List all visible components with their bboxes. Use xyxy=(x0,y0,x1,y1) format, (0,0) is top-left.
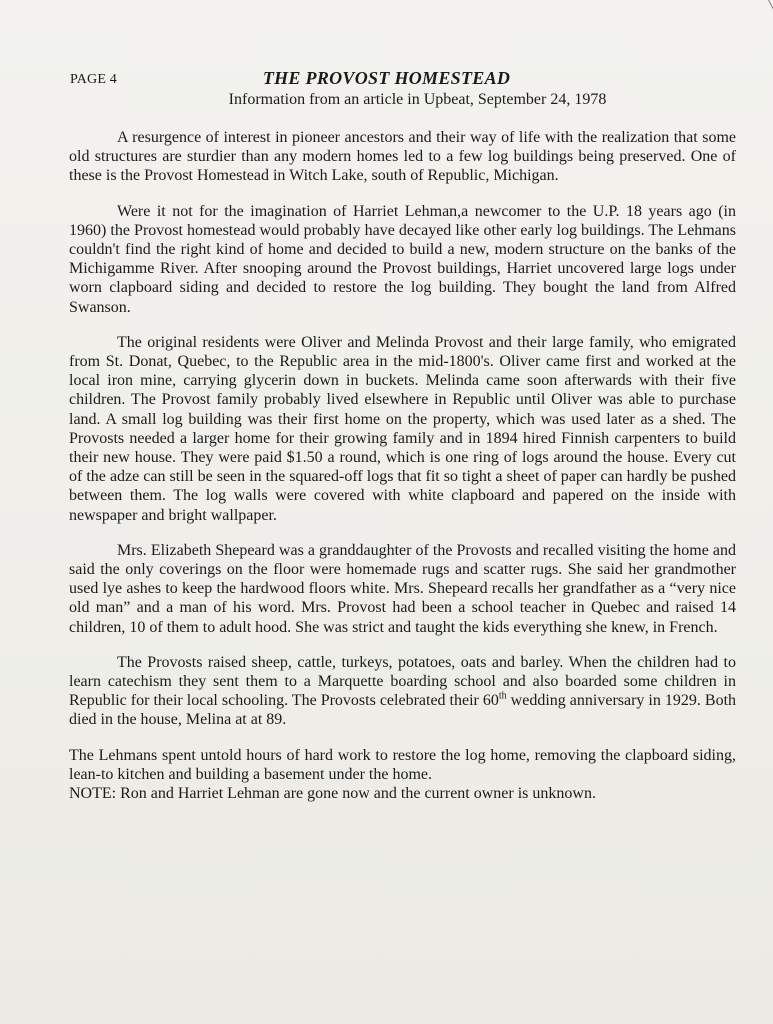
article-body xyxy=(69,128,736,803)
document-subtitle: Information from an article in Upbeat, September 24, 1978 xyxy=(228,91,607,108)
paragraph-5-text-b: wedding anniversary in 1929. Both died in the house, Melina at at 89. xyxy=(69,692,737,729)
page-number-label: PAGE 4 xyxy=(70,72,117,87)
paragraph-5 xyxy=(69,653,736,730)
paragraph-3: The original residents were Oliver and Melinda Provost and their large family, who emigrated from St. Donat, Quebec, to the Republic area in the mid-1800's. Oliver came first and worked at the local iron mine, carrying glycerin down in buckets. Melinda came soon afterwards with their five children. The Provost family probably lived elsewhere in Republic until Oliver was able to purchase land. A small log building was their first home on the property, which was used later as a shed. The Provosts needed a larger home for their growing family and in 1894 hired Finnish carpenters to build their new house. They were paid $1.50 a round, which is one ring of logs around the house. Every cut of the adze can still be seen in the squared-off logs that fit so tight a sheet of paper can hardly be pushed between them. The log walls were covered with white clapboard and papered on the inside with newspaper and bright wallpaper. xyxy=(69,333,736,524)
closing-note: NOTE: Ron and Harriet Lehman are gone now and the current owner is unknown. xyxy=(69,785,596,803)
paragraph-5-text-a: The Provosts raised sheep, cattle, turkeys, potatoes, oats and barley. When the children had to learn catechism they sent them to a Marquette boarding school and also boarded some children in Republic for their local schooling. The Provosts celebrated their 60 xyxy=(69,653,736,710)
paragraph-1: A resurgence of interest in pioneer ancestors and their way of life with the realization that some old structures are sturdier than any modern homes led to a few log buildings being preserved. One of these is the Provost Homestead in Witch Lake, south of Republic, Michigan. xyxy=(69,129,736,185)
paragraph-4: Mrs. Elizabeth Shepeard was a granddaughter of the Provosts and recalled visiting the home and said the only coverings on the floor were homemade rugs and scatter rugs. She said her grandmother used lye ashes to keep the hardwood floors white. Mrs. Shepeard recalls her grandfather as a “very nice old man” and a man of his word. Mrs. Provost had been a school teacher in Quebec and raised 14 children, 10 of them to adult hood. She was strict and taught the kids everything she knew, in French. xyxy=(69,541,736,636)
document-title: THE PROVOST HOMESTEAD xyxy=(262,68,511,88)
corner-pen-mark xyxy=(750,0,773,20)
ordinal-superscript: th xyxy=(498,690,507,702)
paragraph-6: The Lehmans spent untold hours of hard work to restore the log home, removing the clapboard siding, lean-to kitchen and building a basement under the home. xyxy=(69,746,736,783)
paragraph-2: Were it not for the imagination of Harriet Lehman,a newcomer to the U.P. 18 years ago (in 1960) the Provost homestead would probably have decayed like other early log buildings. The Lehmans couldn't find the right kind of home and decided to build a new, modern structure on the banks of the Michigamme River. After snooping around the Provost buildings, Harriet uncovered large logs under worn clapboard siding and decided to restore the log building. They bought the land from Alfred Swanson. xyxy=(69,202,736,316)
